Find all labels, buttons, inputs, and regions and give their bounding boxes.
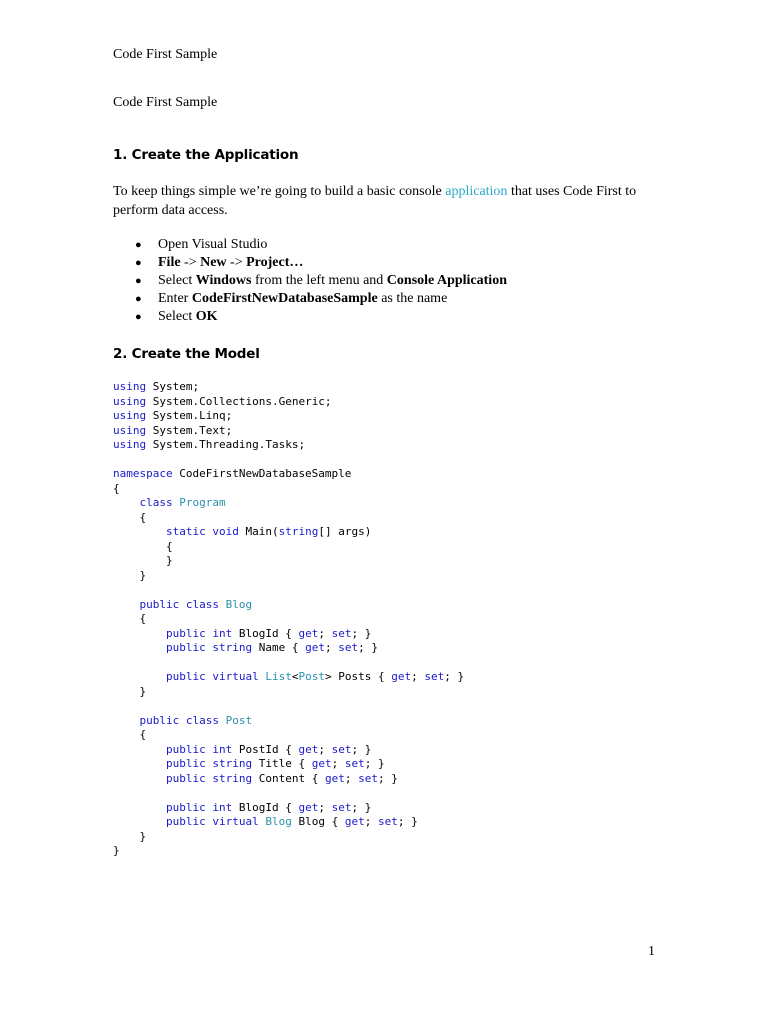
code-line (113, 801, 464, 816)
code-token: class (139, 496, 173, 509)
code-token: set (344, 757, 365, 770)
code-token: < (291, 670, 299, 683)
code-token: { (113, 612, 147, 625)
code-token (179, 598, 186, 611)
code-token (113, 757, 166, 770)
code-token: } (113, 568, 147, 582)
bullet-icon: ● (135, 239, 142, 251)
code-token: virtual (212, 815, 259, 828)
code-token: ; } (377, 771, 398, 785)
code-token (113, 598, 140, 611)
step-text: Select (158, 309, 196, 324)
code-block (113, 380, 464, 859)
code-token (113, 525, 166, 538)
code-token: System.Collections.Generic; (146, 394, 332, 408)
code-line (113, 482, 464, 497)
code-token: } (113, 684, 147, 698)
code-token: { (113, 481, 120, 495)
code-token: set (331, 626, 352, 640)
code-line (113, 511, 464, 526)
code-token: string (212, 757, 253, 770)
code-token: ; } (351, 800, 372, 814)
code-line (113, 554, 464, 569)
code-token: get (298, 626, 319, 640)
code-token: Program (179, 496, 226, 509)
document-header: Code First Sample (113, 47, 218, 62)
code-token: ; (364, 815, 378, 828)
code-token: int (212, 626, 233, 640)
code-token: System; (146, 380, 200, 393)
step-item (113, 272, 507, 290)
code-token: int (212, 800, 233, 814)
code-token: } (113, 554, 173, 567)
code-token: ; (318, 800, 332, 814)
code-token: public (165, 771, 206, 785)
code-token (219, 598, 226, 611)
code-line (113, 699, 464, 714)
code-token: public (165, 742, 206, 756)
intro-paragraph (113, 182, 653, 220)
code-token: set (424, 670, 445, 683)
code-token: ; (324, 641, 339, 654)
code-line (113, 496, 464, 511)
code-line (113, 540, 464, 555)
bullet-icon: ● (135, 293, 142, 305)
step-text: Open Visual Studio (158, 237, 268, 252)
code-line (113, 583, 464, 598)
code-token (113, 670, 166, 683)
code-token: System.Linq; (146, 409, 233, 422)
code-token: int (212, 742, 233, 756)
code-token: get (344, 815, 365, 828)
code-line (113, 757, 464, 772)
code-token: ; (344, 771, 359, 785)
code-line (113, 743, 464, 758)
code-line (113, 685, 464, 700)
bullet-icon: ● (135, 275, 142, 287)
step-text: Select (158, 273, 196, 288)
intro-text-before: To keep things simple we’re going to build a basic console (113, 184, 446, 199)
section-heading-create-application: 1. Create the Application (113, 147, 299, 163)
code-token (113, 627, 166, 640)
code-token (179, 714, 186, 727)
code-line (113, 598, 464, 613)
step-item (113, 308, 507, 326)
code-token: Main( (238, 525, 279, 538)
code-token: get (298, 742, 319, 756)
code-token: get (324, 771, 345, 785)
code-token: BlogId { (232, 800, 299, 814)
step-text: OK (195, 309, 218, 324)
code-token: public (165, 626, 206, 640)
step-text: Project… (246, 255, 304, 270)
code-line (113, 830, 464, 845)
code-token: ; } (358, 641, 378, 654)
code-line (113, 656, 464, 671)
code-token (113, 743, 166, 756)
code-line (113, 844, 464, 859)
code-token: } (113, 844, 120, 857)
code-token: ; } (397, 815, 418, 828)
code-token: using (113, 423, 147, 437)
step-item (113, 290, 507, 308)
code-token: BlogId { (232, 626, 299, 640)
code-token: PostId { (232, 742, 299, 756)
code-token: using (113, 409, 147, 422)
code-token: public (139, 597, 180, 611)
code-token: ; (331, 757, 345, 770)
code-line (113, 395, 464, 410)
code-token: ; (318, 742, 332, 756)
application-link[interactable]: application (445, 184, 508, 199)
document-title: Code First Sample (113, 95, 218, 110)
step-text: Enter (158, 291, 192, 306)
code-line (113, 786, 464, 801)
step-text: New (200, 255, 227, 270)
step-item (113, 254, 507, 272)
code-token: set (338, 641, 359, 654)
code-token: ; (411, 670, 425, 683)
code-token: public (165, 815, 206, 828)
code-token (113, 496, 140, 509)
code-line (113, 380, 464, 395)
code-token: Blog (265, 815, 292, 828)
code-token: { (113, 728, 147, 741)
steps-list (113, 236, 507, 326)
code-line (113, 612, 464, 627)
code-token: virtual (212, 670, 259, 683)
code-token (113, 641, 166, 654)
code-line (113, 569, 464, 584)
code-token: get (298, 800, 319, 814)
step-text: -> (180, 255, 201, 270)
code-line (113, 409, 464, 424)
code-token: using (113, 380, 147, 393)
code-token: public (165, 800, 206, 814)
intro-text-after: that uses Code First to perform data access. (113, 184, 637, 218)
code-token: string (212, 771, 253, 785)
code-token: get (311, 757, 332, 770)
code-token (113, 815, 166, 828)
code-token: Post (225, 713, 253, 727)
code-token (113, 772, 166, 785)
code-token: Content { (252, 771, 325, 785)
code-token: ; } (444, 670, 465, 683)
code-line (113, 670, 464, 685)
page-number: 1 (648, 944, 655, 959)
code-line (113, 467, 464, 482)
code-token: ; } (351, 742, 372, 756)
code-token: public (139, 713, 180, 727)
code-token: get (391, 670, 412, 683)
code-token: Blog (225, 597, 253, 611)
code-token: System.Threading.Tasks; (146, 438, 306, 451)
step-text: File (158, 255, 181, 270)
code-token: System.Text; (146, 423, 233, 437)
code-token: ; } (351, 626, 372, 640)
code-token: set (377, 815, 398, 828)
code-token: } (113, 829, 147, 843)
code-token: ; (318, 626, 332, 640)
code-token: namespace (113, 467, 173, 480)
code-token: { (113, 510, 147, 524)
code-line (113, 525, 464, 540)
code-line (113, 453, 464, 468)
step-text: CodeFirstNewDatabaseSample (191, 291, 378, 306)
code-token: List (265, 670, 292, 683)
code-line (113, 772, 464, 787)
code-token: set (331, 742, 352, 756)
code-line (113, 438, 464, 453)
code-token: CodeFirstNewDatabaseSample (172, 467, 352, 480)
code-token: get (305, 641, 325, 654)
code-token: > Posts { (324, 670, 392, 683)
code-token: class (185, 713, 219, 727)
code-token: ; } (364, 757, 385, 770)
step-item (113, 236, 507, 254)
bullet-icon: ● (135, 311, 142, 323)
code-token (219, 714, 226, 727)
code-line (113, 627, 464, 642)
code-token: string (278, 525, 319, 538)
bullet-icon: ● (135, 257, 142, 269)
code-line (113, 714, 464, 729)
code-token: Name { (252, 641, 306, 654)
code-token: public (165, 757, 206, 770)
step-text: Windows (195, 273, 252, 288)
code-token: set (331, 800, 352, 814)
code-token (113, 714, 140, 727)
code-token: using (113, 394, 147, 408)
section-heading-create-model: 2. Create the Model (113, 346, 260, 362)
code-line (113, 815, 464, 830)
code-token: { (113, 539, 173, 553)
step-text: as the name (377, 291, 448, 306)
code-token: set (358, 771, 378, 785)
code-token: void (212, 525, 239, 538)
code-token: Post (298, 670, 325, 683)
code-token: public (165, 641, 206, 654)
code-token: class (185, 597, 219, 611)
code-token: Blog { (291, 815, 345, 828)
code-token: using (113, 438, 147, 451)
code-line (113, 641, 464, 656)
step-text: -> (226, 255, 247, 270)
code-token: string (212, 641, 253, 654)
code-token: [] args) (318, 525, 372, 538)
code-token (113, 801, 166, 814)
code-line (113, 728, 464, 743)
code-token: Title { (252, 757, 312, 770)
code-token: public (165, 670, 206, 683)
code-token: static (165, 525, 206, 538)
step-text: Console Application (386, 273, 507, 288)
step-text: from the left menu and (251, 273, 387, 288)
code-line (113, 424, 464, 439)
